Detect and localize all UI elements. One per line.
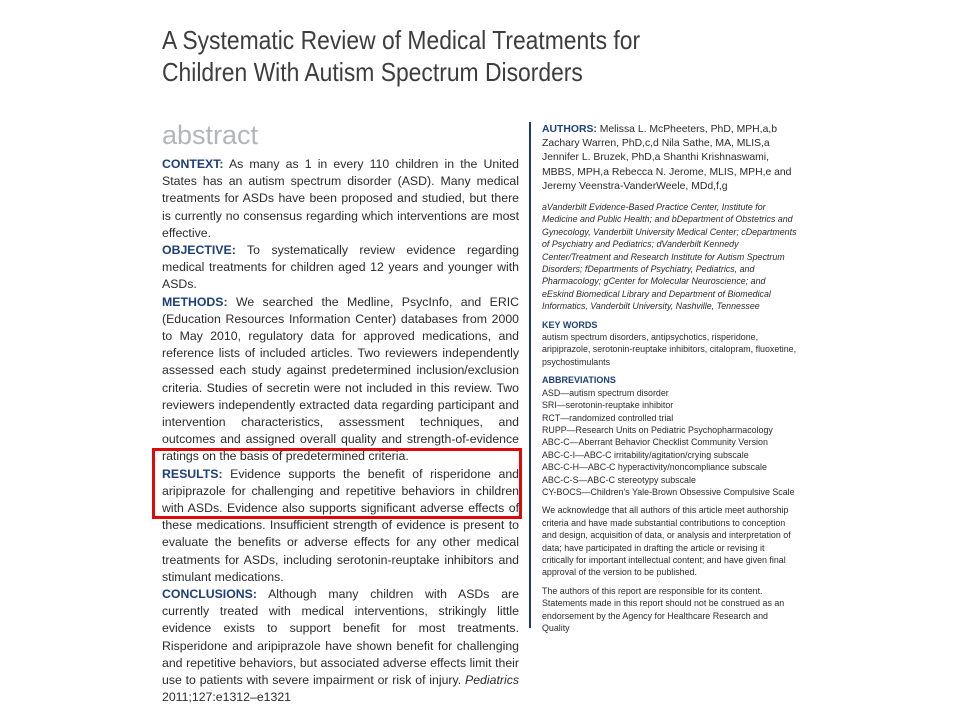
- objective-label: OBJECTIVE:: [162, 243, 236, 258]
- context-text: As many as 1 in every 110 children in the United States has an autism spectrum disorder (ASD). Many medical treatments for ASDs have been proposed and studied, but there is currently no consensus regarding which interventions are most effective.: [162, 157, 519, 240]
- abstract-body: [162, 156, 519, 707]
- context-label: CONTEXT:: [162, 157, 224, 171]
- abbreviation-item: ABC-C-S—ABC-C stereotypy subscale: [542, 474, 696, 485]
- objective-text: To systematically review evidence regarding medical treatments for children aged 12 years and younger with ASDs.: [162, 243, 519, 292]
- conclusions-paragraph: [162, 586, 519, 706]
- authors-text: Melissa L. McPheeters, PhD, MPH,a,b Zachary Warren, PhD,c,d Nila Sathe, MA, MLIS,a Jennifer L. Bruzek, PhD,a Shanthi Krishnaswami, MBBS, MPH,a Rebecca N. Jerome, MLIS, MPH,e and Jeremy Veenstra-VanderWeele, MDd,f,g: [542, 124, 792, 192]
- conclusions-text: Although many children with ASDs are currently treated with medical interventions, strikingly little evidence exists to support benefit for most treatments. Risperidone and aripiprazole have shown benefit for challenging and repetitive behaviors, but associated adverse effects limit their use to patients with severe impairment or risk of injury.: [162, 587, 519, 688]
- highlight-box: [152, 448, 522, 519]
- paper-title-line-2: Children With Autism Spectrum Disorders: [162, 57, 583, 87]
- authors-block: [542, 123, 797, 194]
- disclaimer: The authors of this report are responsible for its content. Statements made in this report should not be construed as an endorsement by the Agency for Healthcare Research and Quality: [542, 585, 785, 634]
- abbreviation-item: ABC-C-H—ABC-C hyperactivity/noncompliance subscale: [542, 462, 767, 473]
- column-divider: [529, 122, 531, 628]
- methods-paragraph: [162, 294, 519, 466]
- affiliations: aVanderbilt Evidence-Based Practice Center, Institute for Medicine and Public Health; and bDepartment of Obstetrics and Gynecology, Vanderbilt University Medical Center; cDepartments of Psychiatry and Pediatrics; dVanderbilt Kennedy Center/Treatment and Research Institute for Autism Spectrum Disorders; fDepartments of Psychiatry, Pediatrics, and Pharmacology; gCenter for Molecular Neuroscience; and eEskind Biomedical Library and Department of Biomedical Informatics, Vanderbilt University, Nashville, Tennessee: [542, 202, 797, 312]
- citation-ref: 2011;127:e1312–e1321: [162, 690, 292, 705]
- abbreviation-item: ABC-C—Aberrant Behavior Checklist Community Version: [542, 437, 768, 448]
- abbreviation-item: CY-BOCS—Children's Yale-Brown Obsessive Compulsive Scale: [542, 486, 795, 497]
- abstract-heading: abstract: [162, 120, 259, 150]
- abbreviation-item: SRI—serotonin-reuptake inhibitor: [542, 400, 674, 411]
- methods-label: METHODS:: [162, 294, 228, 309]
- paper-title: [162, 24, 778, 88]
- citation-journal: Pediatrics: [465, 673, 519, 688]
- sidebar: [542, 123, 797, 634]
- abbreviation-item: ASD—autism spectrum disorder: [542, 387, 669, 398]
- methods-text: We searched the Medline, PsycInfo, and ERIC (Education Resources Information Center) databases from 2000 to May 2010, regulatory data for approved medications, and reference lists of included articles. Two reviewers independently assessed each study against predetermined inclusion/exclusion criteria. Studies of secretin were not included in this review. Two reviewers independently extracted data regarding participant and intervention characteristics, assessment techniques, and outcomes and assigned overall quality and strength-of-evidence ratings on the basis of predetermined criteria.: [162, 294, 520, 464]
- authors-label: AUTHORS:: [542, 124, 597, 135]
- results-text: Evidence supports the benefit of risperidone and aripiprazole for challenging and repetitive behaviors in children with ASDs. Evidence also supports significant adverse effects of these medications. Insufficient strength of evidence is present to evaluate the benefits or adverse effects for any other medical treatments for ASDs, including serotonin-reuptake inhibitors and stimulant medications.: [162, 466, 519, 584]
- objective-paragraph: [162, 242, 519, 294]
- keywords-heading: KEY WORDS: [542, 319, 598, 330]
- context-paragraph: [162, 156, 519, 242]
- abbreviation-item: RUPP—Research Units on Pediatric Psychopharmacology: [542, 424, 773, 435]
- abbreviation-item: RCT—randomized controlled trial: [542, 412, 674, 423]
- abbreviations-heading: ABBREVIATIONS: [542, 375, 616, 386]
- results-label: RESULTS:: [162, 466, 223, 481]
- abbreviation-item: ABC-C-I—ABC-C irritability/agitation/crying subscale: [542, 449, 749, 460]
- paper-title-line-1: A Systematic Review of Medical Treatments for: [162, 25, 641, 55]
- acknowledgement: We acknowledge that all authors of this article meet authorship criteria and have made substantial contributions to conception and design, acquisition of data, or analysis and interpretation of data; have participated in drafting the article or revising it critically for important intellectual content; and have given final approval of the version to be published.: [542, 505, 791, 578]
- abbreviations-list: [542, 387, 797, 499]
- conclusions-label: CONCLUSIONS:: [162, 587, 257, 602]
- keywords-text: autism spectrum disorders, antipsychotics, risperidone, aripiprazole, serotonin-reuptake inhibitors, citalopram, fluoxetine, psychostimulants: [542, 332, 797, 367]
